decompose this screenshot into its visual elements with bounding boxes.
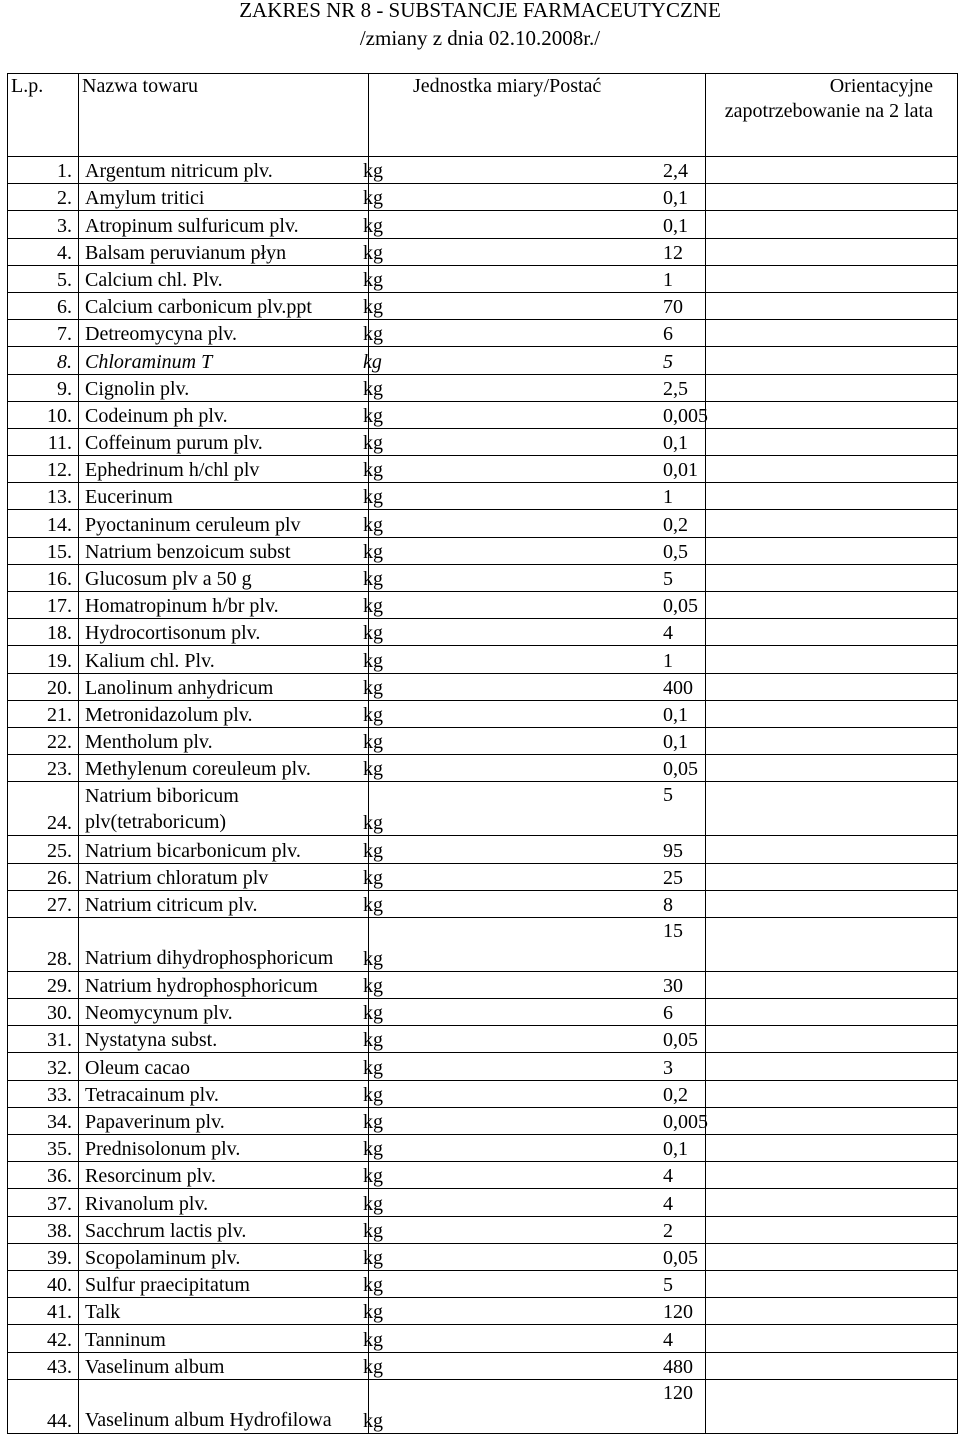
table-row — [8, 782, 958, 836]
row-name: Detreomycyna plv. — [79, 320, 369, 347]
table-row — [8, 700, 958, 727]
row-quantity: 6 — [663, 320, 915, 347]
row-name: Ephedrinum h/chl plv — [79, 456, 369, 483]
row-unit: kg — [363, 1298, 700, 1325]
row-quantity: 4 — [663, 1162, 915, 1189]
row-name: Eucerinum — [79, 483, 369, 510]
table-row — [8, 673, 958, 700]
row-quantity: 70 — [663, 292, 915, 319]
row-quantity: 0,1 — [663, 184, 915, 211]
row-name: Vaselinum album — [79, 1352, 369, 1379]
row-quantity: 0,005 — [663, 1107, 915, 1134]
row-number: 13. — [8, 483, 79, 510]
row-number: 43. — [8, 1352, 79, 1379]
table-row — [8, 238, 958, 265]
table-row — [8, 401, 958, 428]
row-number: 22. — [8, 727, 79, 754]
table-row — [8, 1135, 958, 1162]
row-unit: kg — [363, 1325, 700, 1352]
row-unit: kg — [363, 1379, 700, 1433]
row-name: Neomycynum plv. — [79, 999, 369, 1026]
row-number: 35. — [8, 1135, 79, 1162]
row-quantity: 30 — [663, 971, 915, 998]
table-row — [8, 971, 958, 998]
row-quantity: 0,1 — [663, 211, 915, 238]
row-number: 9. — [8, 374, 79, 401]
row-unit: kg — [363, 428, 700, 455]
row-name: Glucosum plv a 50 g — [79, 564, 369, 591]
document-subtitle: /zmiany z dnia 02.10.2008r./ — [359, 26, 601, 50]
row-name: Pyoctaninum ceruleum plv — [79, 510, 369, 537]
row-unit: kg — [363, 999, 700, 1026]
row-name: Methylenum coreuleum plv. — [79, 755, 369, 782]
row-name: Cignolin plv. — [79, 374, 369, 401]
row-number: 23. — [8, 755, 79, 782]
row-quantity: 0,2 — [663, 1080, 915, 1107]
row-number: 31. — [8, 1026, 79, 1053]
row-number: 34. — [8, 1107, 79, 1134]
row-unit: kg — [363, 700, 700, 727]
row-quantity: 8 — [663, 890, 915, 917]
table-row — [8, 1107, 958, 1134]
table-row — [8, 428, 958, 455]
row-number: 32. — [8, 1053, 79, 1080]
row-name: Scopolaminum plv. — [79, 1243, 369, 1270]
row-name: Coffeinum purum plv. — [79, 428, 369, 455]
row-unit: kg — [363, 292, 700, 319]
table-row — [8, 347, 958, 374]
row-unit: kg — [363, 238, 700, 265]
row-name: Amylum tritici — [79, 184, 369, 211]
row-name: Natrium dihydrophosphoricum — [79, 917, 369, 971]
row-number: 21. — [8, 700, 79, 727]
row-number: 25. — [8, 836, 79, 863]
row-quantity: 0,05 — [663, 755, 915, 782]
row-number: 30. — [8, 999, 79, 1026]
row-unit: kg — [363, 1135, 700, 1162]
row-unit: kg — [363, 836, 700, 863]
row-name: Oleum cacao — [79, 1053, 369, 1080]
table-row — [8, 592, 958, 619]
row-unit: kg — [363, 1053, 700, 1080]
row-quantity: 6 — [663, 999, 915, 1026]
table-row — [8, 619, 958, 646]
row-name: Natrium hydrophosphoricum — [79, 971, 369, 998]
row-unit: kg — [363, 782, 700, 836]
table-row — [8, 184, 958, 211]
row-quantity: 4 — [663, 619, 915, 646]
row-number: 12. — [8, 456, 79, 483]
row-quantity: 1 — [663, 646, 915, 673]
table-row — [8, 1325, 958, 1352]
row-unit: kg — [363, 619, 700, 646]
row-name: Homatropinum h/br plv. — [79, 592, 369, 619]
row-quantity: 3 — [663, 1053, 915, 1080]
table-row — [8, 999, 958, 1026]
table-row — [8, 564, 958, 591]
table-row — [8, 836, 958, 863]
row-quantity: 12 — [663, 238, 915, 265]
row-number: 10. — [8, 401, 79, 428]
row-name: Sacchrum lactis plv. — [79, 1216, 369, 1243]
row-number: 7. — [8, 320, 79, 347]
table-header-row — [8, 74, 958, 157]
row-number: 29. — [8, 971, 79, 998]
row-unit: kg — [363, 184, 700, 211]
row-unit: kg — [363, 401, 700, 428]
row-number: 38. — [8, 1216, 79, 1243]
row-quantity: 400 — [663, 673, 915, 700]
row-unit: kg — [363, 1216, 700, 1243]
row-quantity: 2,4 — [663, 157, 915, 184]
row-name: Natrium benzoicum subst — [79, 537, 369, 564]
row-quantity: 5 — [663, 347, 915, 374]
row-name: Vaselinum album Hydrofilowa — [79, 1379, 369, 1433]
table-row — [8, 917, 958, 971]
row-quantity: 4 — [663, 1325, 915, 1352]
row-name: Natrium bicarbonicum plv. — [79, 836, 369, 863]
row-unit: kg — [363, 755, 700, 782]
row-name: Calcium carbonicum plv.ppt — [79, 292, 369, 319]
table-row — [8, 157, 958, 184]
row-quantity: 4 — [663, 1189, 915, 1216]
row-name: Talk — [79, 1298, 369, 1325]
row-number: 33. — [8, 1080, 79, 1107]
row-number: 1. — [8, 157, 79, 184]
row-quantity: 5 — [663, 782, 915, 836]
table-row — [8, 537, 958, 564]
row-name: Argentum nitricum plv. — [79, 157, 369, 184]
table-row — [8, 320, 958, 347]
table-row — [8, 863, 958, 890]
row-number: 2. — [8, 184, 79, 211]
row-unit: kg — [363, 727, 700, 754]
row-quantity: 0,5 — [663, 537, 915, 564]
row-unit: kg — [363, 1352, 700, 1379]
row-unit: kg — [363, 211, 700, 238]
row-quantity: 0,05 — [663, 592, 915, 619]
row-name: Lanolinum anhydricum — [79, 673, 369, 700]
header-quantity: Orientacyjne zapotrzebowanie na 2 lata — [706, 74, 958, 157]
table-body — [8, 157, 958, 1434]
table-row — [8, 1216, 958, 1243]
table-row — [8, 1162, 958, 1189]
row-name: Tanninum — [79, 1325, 369, 1352]
row-number: 37. — [8, 1189, 79, 1216]
row-name: Natrium chloratum plv — [79, 863, 369, 890]
table-row — [8, 1026, 958, 1053]
table-row — [8, 456, 958, 483]
row-number: 5. — [8, 265, 79, 292]
row-quantity: 0,1 — [663, 700, 915, 727]
row-unit: kg — [363, 646, 700, 673]
document-title: ZAKRES NR 8 - SUBSTANCJE FARMACEUTYCZNE — [239, 0, 721, 22]
row-quantity: 120 — [663, 1298, 915, 1325]
row-number: 28. — [8, 917, 79, 971]
table-row — [8, 265, 958, 292]
row-number: 18. — [8, 619, 79, 646]
table-row — [8, 1270, 958, 1297]
row-unit: kg — [363, 1107, 700, 1134]
row-name: Natrium citricum plv. — [79, 890, 369, 917]
row-quantity: 0,1 — [663, 727, 915, 754]
row-number: 44. — [8, 1379, 79, 1433]
row-unit: kg — [363, 1080, 700, 1107]
row-name: Sulfur praecipitatum — [79, 1270, 369, 1297]
row-unit: kg — [363, 592, 700, 619]
row-number: 14. — [8, 510, 79, 537]
row-unit: kg — [363, 1270, 700, 1297]
row-name: Resorcinum plv. — [79, 1162, 369, 1189]
row-quantity: 480 — [663, 1352, 915, 1379]
row-number: 26. — [8, 863, 79, 890]
header-name: Nazwa towaru — [79, 74, 369, 157]
row-number: 40. — [8, 1270, 79, 1297]
header-unit: Jednostka miary/Postać — [369, 74, 706, 157]
table-row — [8, 1189, 958, 1216]
substances-table — [7, 73, 958, 1434]
table-row — [8, 727, 958, 754]
table-row — [8, 211, 958, 238]
row-unit: kg — [363, 673, 700, 700]
row-unit: kg — [363, 564, 700, 591]
row-quantity: 5 — [663, 1270, 915, 1297]
row-name: Atropinum sulfuricum plv. — [79, 211, 369, 238]
row-number: 8. — [8, 347, 79, 374]
row-quantity: 15 — [663, 917, 915, 971]
table-row — [8, 646, 958, 673]
table-row — [8, 1352, 958, 1379]
row-quantity: 0,1 — [663, 428, 915, 455]
row-unit: kg — [363, 1243, 700, 1270]
table-row — [8, 1298, 958, 1325]
table-row — [8, 1053, 958, 1080]
row-number: 17. — [8, 592, 79, 619]
row-name: Kalium chl. Plv. — [79, 646, 369, 673]
row-unit: kg — [363, 483, 700, 510]
row-name: Calcium chl. Plv. — [79, 265, 369, 292]
row-unit: kg — [363, 537, 700, 564]
row-quantity: 1 — [663, 265, 915, 292]
row-unit: kg — [363, 265, 700, 292]
row-number: 36. — [8, 1162, 79, 1189]
row-name: Balsam peruvianum płyn — [79, 238, 369, 265]
row-number: 20. — [8, 673, 79, 700]
row-name: Nystatyna subst. — [79, 1026, 369, 1053]
row-quantity: 0,05 — [663, 1026, 915, 1053]
row-unit: kg — [363, 890, 700, 917]
row-quantity: 2 — [663, 1216, 915, 1243]
table-row — [8, 755, 958, 782]
row-quantity: 0,1 — [663, 1135, 915, 1162]
row-unit: kg — [363, 971, 700, 998]
row-name: Tetracainum plv. — [79, 1080, 369, 1107]
row-unit: kg — [363, 1162, 700, 1189]
row-quantity: 0,01 — [663, 456, 915, 483]
row-unit: kg — [363, 456, 700, 483]
row-name: Prednisolonum plv. — [79, 1135, 369, 1162]
header-lp: L.p. — [8, 74, 79, 157]
table-row — [8, 1080, 958, 1107]
row-name: Mentholum plv. — [79, 727, 369, 754]
row-unit: kg — [363, 320, 700, 347]
row-unit: kg — [363, 374, 700, 401]
table-row — [8, 510, 958, 537]
row-quantity: 95 — [663, 836, 915, 863]
row-name: Metronidazolum plv. — [79, 700, 369, 727]
row-unit: kg — [363, 917, 700, 971]
row-unit: kg — [363, 157, 700, 184]
row-unit: kg — [363, 347, 700, 374]
row-number: 4. — [8, 238, 79, 265]
table-row — [8, 1379, 958, 1433]
row-number: 6. — [8, 292, 79, 319]
row-unit: kg — [363, 863, 700, 890]
row-number: 15. — [8, 537, 79, 564]
row-unit: kg — [363, 1026, 700, 1053]
row-number: 42. — [8, 1325, 79, 1352]
row-name: Chloraminum T — [79, 347, 369, 374]
table-row — [8, 292, 958, 319]
row-number: 27. — [8, 890, 79, 917]
table-row — [8, 483, 958, 510]
row-number: 39. — [8, 1243, 79, 1270]
row-number: 19. — [8, 646, 79, 673]
row-number: 16. — [8, 564, 79, 591]
row-unit: kg — [363, 510, 700, 537]
row-number: 41. — [8, 1298, 79, 1325]
table-row — [8, 1243, 958, 1270]
row-quantity: 120 — [663, 1379, 915, 1433]
row-quantity: 1 — [663, 483, 915, 510]
row-quantity: 25 — [663, 863, 915, 890]
row-name: Hydrocortisonum plv. — [79, 619, 369, 646]
row-name: Codeinum ph plv. — [79, 401, 369, 428]
row-number: 11. — [8, 428, 79, 455]
row-quantity: 0,2 — [663, 510, 915, 537]
row-name: Rivanolum plv. — [79, 1189, 369, 1216]
row-quantity: 0,005 — [663, 401, 915, 428]
row-quantity: 0,05 — [663, 1243, 915, 1270]
row-name: Natrium biboricum plv(tetraboricum) — [79, 782, 369, 836]
row-number: 24. — [8, 782, 79, 836]
row-number: 3. — [8, 211, 79, 238]
table-row — [8, 374, 958, 401]
row-quantity: 2,5 — [663, 374, 915, 401]
row-unit: kg — [363, 1189, 700, 1216]
row-name: Papaverinum plv. — [79, 1107, 369, 1134]
table-row — [8, 890, 958, 917]
row-quantity: 5 — [663, 564, 915, 591]
